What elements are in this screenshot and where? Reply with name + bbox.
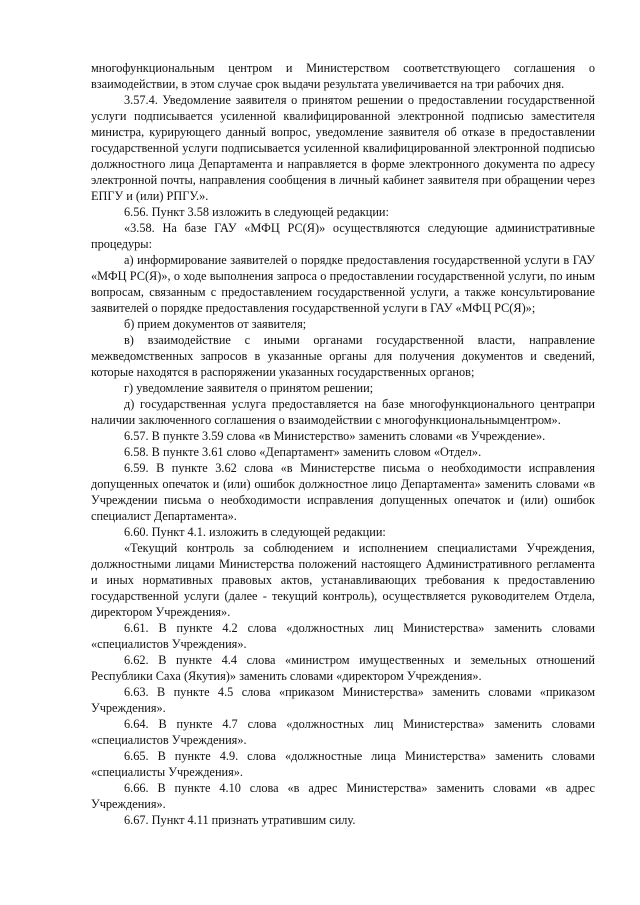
paragraph-6-67: 6.67. Пункт 4.11 признать утратившим силу. bbox=[124, 813, 356, 827]
paragraph-3-57-4: 3.57.4. Уведомление заявителя о принятом решении о предоставлении государственной услуги подписывается усиленной квалифицированной электронной подписью заместителя министра, курирующего данный вопрос, уведомление заявителя об отказе в предоставлении государственной услуги подписывается усиленной квалифицированной электронной подписью должностного лица Департамента и направляется в форме электронного документа по адресу электронной почты, направления сообщения в личный кабинет заявителя при обращении через ЕПГУ и (или) РПГУ.». bbox=[91, 93, 595, 203]
paragraph-item-b: б) прием документов от заявителя; bbox=[124, 317, 307, 331]
paragraph-6-65: 6.65. В пункте 4.9. слова «должностные лица Министерства» заменить словами «специалисты Учреждения». bbox=[91, 749, 595, 779]
paragraph-6-58: 6.58. В пункте 3.61 слово «Департамент» заменить словом «Отдел». bbox=[124, 445, 482, 459]
paragraph-6-57: 6.57. В пункте 3.59 слова «в Министерство» заменить словами «в Учреждение». bbox=[124, 429, 546, 443]
paragraph-continuation: многофункциональным центром и Министерством соответствующего соглашения о взаимодействии, в этом случае срок выдачи результата увеличивается на три рабочих дня. bbox=[91, 61, 595, 91]
paragraph-6-62: 6.62. В пункте 4.4 слова «министром имущественных и земельных отношений Республики Саха (Якутия)» заменить словами «директором Учреждения». bbox=[91, 653, 595, 683]
paragraph-6-66: 6.66. В пункте 4.10 слова «в адрес Министерства» заменить словами «в адрес Учреждения». bbox=[91, 781, 595, 811]
document-page bbox=[91, 60, 595, 828]
paragraph-current-control: «Текущий контроль за соблюдением и исполнением специалистами Учреждения, должностными лицами Министерства положений настоящего Административного регламента и иных нормативных правовых актов, устанавливающих требования к предоставлению государственной услуги (далее - текущий контроль), осуществляется руководителем Отдела, директором Учреждения». bbox=[91, 541, 595, 619]
paragraph-6-56: 6.56. Пункт 3.58 изложить в следующей редакции: bbox=[124, 205, 389, 219]
paragraph-item-g: г) уведомление заявителя о принятом решении; bbox=[124, 381, 374, 395]
paragraph-3-58: «3.58. На базе ГАУ «МФЦ РС(Я)» осуществляются следующие административные процедуры: bbox=[91, 221, 595, 251]
paragraph-6-64: 6.64. В пункте 4.7 слова «должностных лиц Министерства» заменить словами «специалистов Учреждения». bbox=[91, 717, 595, 747]
paragraph-6-60: 6.60. Пункт 4.1. изложить в следующей редакции: bbox=[124, 525, 386, 539]
paragraph-6-59: 6.59. В пункте 3.62 слова «в Министерстве письма о необходимости исправления допущенных опечаток и (или) ошибок должностное лицо Департамента» заменить словами «в Учреждении письма о необходимости исправления допущенных опечаток и (или) ошибок специалист Департамента». bbox=[91, 461, 595, 523]
paragraph-6-63: 6.63. В пункте 4.5 слова «приказом Министерства» заменить словами «приказом Учреждения». bbox=[91, 685, 595, 715]
paragraph-item-a: а) информирование заявителей о порядке предоставления государственной услуги в ГАУ «МФЦ РС(Я)», о ходе выполнения запроса о предоставлении государственной услуги, по иным вопросам, связанным с предоставлением государственной услуги, а также консультирование заявителей о порядке предоставления государственной услуги в ГАУ «МФЦ РС(Я)»; bbox=[91, 253, 595, 315]
paragraph-item-d: д) государственная услуга предоставляется на базе многофункционального центрапри наличии заключенного соглашения о взаимодействии с многофункциональнымцентром». bbox=[91, 397, 595, 427]
paragraph-item-v: в) взаимодействие с иными органами государственной власти, направление межведомственных запросов в указанные органы для получения документов и сведений, которые находятся в распоряжении указанных государственных органов; bbox=[91, 333, 595, 379]
paragraph-6-61: 6.61. В пункте 4.2 слова «должностных лиц Министерства» заменить словами «специалистов Учреждения». bbox=[91, 621, 595, 651]
